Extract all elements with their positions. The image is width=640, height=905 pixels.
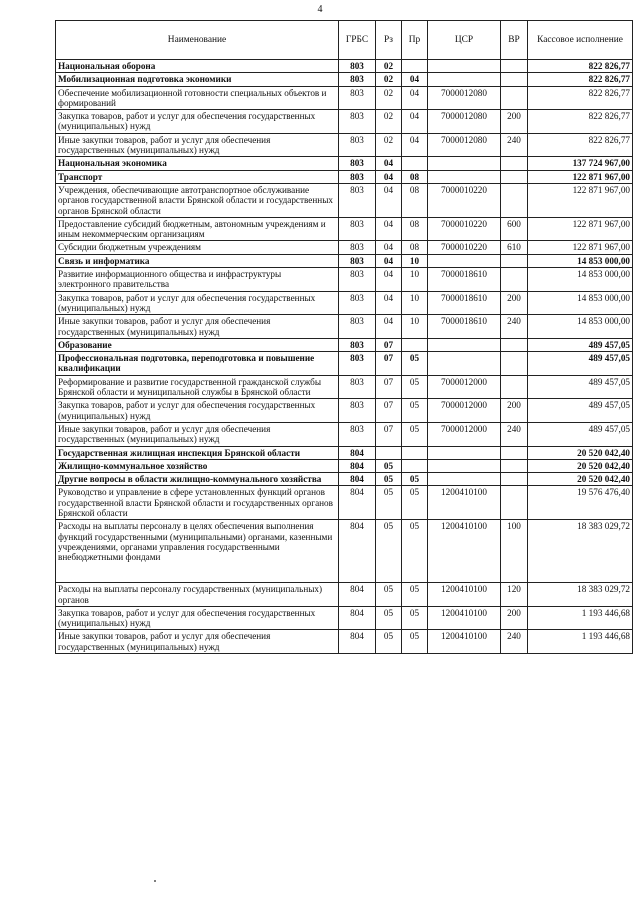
table-row	[56, 315, 633, 339]
cell-vr	[501, 73, 528, 86]
cell-csr: 7000012080	[428, 110, 501, 134]
cell-pr: 10	[402, 254, 428, 267]
cell-name: Реформирование и развитие государственной гражданской службы Брянской области и муниципальной службы в Брянской области	[56, 375, 339, 399]
cell-sum: 18 383 029,72	[528, 583, 633, 607]
cell-pr: 10	[402, 315, 428, 339]
cell-sum: 137 724 967,00	[528, 157, 633, 170]
cell-grbs: 804	[339, 473, 376, 486]
cell-grbs: 803	[339, 315, 376, 339]
header-name: Наименование	[56, 21, 339, 60]
cell-csr: 1200410100	[428, 520, 501, 583]
header-grbs: ГРБС	[339, 21, 376, 60]
cell-pr: 05	[402, 375, 428, 399]
table-row	[56, 486, 633, 520]
cell-rz: 04	[376, 170, 402, 183]
cell-sum: 489 457,05	[528, 399, 633, 423]
cell-rz: 02	[376, 60, 402, 73]
table-row	[56, 520, 633, 583]
cell-name: Обеспечение мобилизационной готовности специальных объектов и формирований	[56, 86, 339, 110]
table-row	[56, 630, 633, 654]
cell-rz: 07	[376, 352, 402, 376]
cell-sum: 489 457,05	[528, 375, 633, 399]
cell-sum: 14 853 000,00	[528, 315, 633, 339]
cell-sum: 19 576 476,40	[528, 486, 633, 520]
cell-rz: 07	[376, 338, 402, 351]
cell-vr	[501, 183, 528, 217]
cell-grbs: 803	[339, 254, 376, 267]
cell-grbs: 803	[339, 183, 376, 217]
cell-name: Профессиональная подготовка, переподготовка и повышение квалификации	[56, 352, 339, 376]
cell-pr	[402, 338, 428, 351]
header-vr: ВР	[501, 21, 528, 60]
cell-sum: 822 826,77	[528, 110, 633, 134]
cell-pr	[402, 446, 428, 459]
cell-pr: 08	[402, 241, 428, 254]
cell-grbs: 804	[339, 630, 376, 654]
cell-pr: 10	[402, 268, 428, 292]
cell-vr: 100	[501, 520, 528, 583]
cell-grbs: 803	[339, 352, 376, 376]
cell-grbs: 804	[339, 606, 376, 630]
table-row	[56, 254, 633, 267]
cell-pr: 05	[402, 606, 428, 630]
cell-rz: 05	[376, 486, 402, 520]
cell-pr	[402, 157, 428, 170]
cell-name: Связь и информатика	[56, 254, 339, 267]
cell-pr: 05	[402, 422, 428, 446]
table-body	[56, 60, 633, 654]
cell-grbs: 803	[339, 86, 376, 110]
cell-grbs: 804	[339, 446, 376, 459]
cell-vr: 240	[501, 630, 528, 654]
header-csr: ЦСР	[428, 21, 501, 60]
cell-sum: 1 193 446,68	[528, 606, 633, 630]
cell-csr: 7000012000	[428, 399, 501, 423]
cell-sum: 122 871 967,00	[528, 241, 633, 254]
cell-vr	[501, 459, 528, 472]
cell-pr: 05	[402, 399, 428, 423]
table-row	[56, 73, 633, 86]
cell-rz: 04	[376, 291, 402, 315]
cell-grbs: 803	[339, 217, 376, 241]
cell-vr	[501, 338, 528, 351]
cell-pr: 08	[402, 183, 428, 217]
cell-csr: 1200410100	[428, 606, 501, 630]
cell-pr: 08	[402, 217, 428, 241]
cell-rz: 04	[376, 183, 402, 217]
cell-vr	[501, 375, 528, 399]
cell-sum: 1 193 446,68	[528, 630, 633, 654]
cell-pr: 04	[402, 133, 428, 157]
cell-csr	[428, 473, 501, 486]
cell-sum: 20 520 042,40	[528, 473, 633, 486]
cell-pr: 05	[402, 520, 428, 583]
cell-vr: 120	[501, 583, 528, 607]
cell-sum: 18 383 029,72	[528, 520, 633, 583]
cell-rz: 02	[376, 133, 402, 157]
cell-name: Руководство и управление в сфере установленных функций органов государственной власти Брянской области и государственных органов Брянской области	[56, 486, 339, 520]
cell-csr: 1200410100	[428, 630, 501, 654]
cell-name: Жилищно-коммунальное хозяйство	[56, 459, 339, 472]
cell-sum: 20 520 042,40	[528, 459, 633, 472]
cell-csr	[428, 60, 501, 73]
cell-sum: 489 457,05	[528, 352, 633, 376]
cell-pr	[402, 459, 428, 472]
table-row	[56, 399, 633, 423]
cell-grbs: 803	[339, 241, 376, 254]
cell-csr	[428, 338, 501, 351]
cell-vr	[501, 60, 528, 73]
cell-name: Субсидии бюджетным учреждениям	[56, 241, 339, 254]
cell-sum: 122 871 967,00	[528, 183, 633, 217]
table-row	[56, 170, 633, 183]
cell-csr: 7000018610	[428, 268, 501, 292]
cell-vr	[501, 352, 528, 376]
table-row	[56, 338, 633, 351]
table-row	[56, 473, 633, 486]
cell-name: Иные закупки товаров, работ и услуг для обеспечения государственных (муниципальных) нужд	[56, 630, 339, 654]
cell-sum: 822 826,77	[528, 86, 633, 110]
budget-execution-table	[55, 20, 633, 654]
cell-csr: 7000018610	[428, 291, 501, 315]
cell-csr: 7000012000	[428, 422, 501, 446]
cell-vr: 200	[501, 291, 528, 315]
cell-vr: 200	[501, 606, 528, 630]
table-row	[56, 422, 633, 446]
cell-name: Иные закупки товаров, работ и услуг для обеспечения государственных (муниципальных) нужд	[56, 315, 339, 339]
cell-grbs: 803	[339, 375, 376, 399]
table-row	[56, 217, 633, 241]
cell-pr: 04	[402, 86, 428, 110]
cell-csr: 1200410100	[428, 583, 501, 607]
cell-vr	[501, 170, 528, 183]
table-row	[56, 60, 633, 73]
cell-vr: 240	[501, 133, 528, 157]
cell-rz: 05	[376, 630, 402, 654]
page-number: 4	[317, 4, 323, 15]
cell-rz: 04	[376, 315, 402, 339]
cell-vr	[501, 446, 528, 459]
cell-grbs: 803	[339, 291, 376, 315]
cell-sum: 122 871 967,00	[528, 217, 633, 241]
cell-csr: 7000010220	[428, 183, 501, 217]
cell-pr: 04	[402, 110, 428, 134]
table-row	[56, 133, 633, 157]
cell-name: Закупка товаров, работ и услуг для обеспечения государственных (муниципальных) нужд	[56, 110, 339, 134]
table-row	[56, 241, 633, 254]
cell-pr	[402, 60, 428, 73]
cell-sum: 822 826,77	[528, 60, 633, 73]
header-pr: Пр	[402, 21, 428, 60]
cell-vr: 200	[501, 110, 528, 134]
cell-vr: 240	[501, 422, 528, 446]
header-sum: Кассовое исполнение	[528, 21, 633, 60]
table-row	[56, 459, 633, 472]
cell-name: Иные закупки товаров, работ и услуг для обеспечения государственных (муниципальных) нужд	[56, 133, 339, 157]
cell-csr	[428, 352, 501, 376]
cell-pr: 05	[402, 473, 428, 486]
cell-rz: 05	[376, 520, 402, 583]
cell-rz: 07	[376, 375, 402, 399]
cell-name: Транспорт	[56, 170, 339, 183]
cell-rz: 02	[376, 86, 402, 110]
cell-rz: 05	[376, 459, 402, 472]
table-header-row	[56, 21, 633, 60]
cell-vr: 200	[501, 399, 528, 423]
cell-rz: 04	[376, 217, 402, 241]
cell-name: Закупка товаров, работ и услуг для обеспечения государственных (муниципальных) нужд	[56, 399, 339, 423]
cell-name: Другие вопросы в области жилищно-коммунального хозяйства	[56, 473, 339, 486]
cell-csr	[428, 254, 501, 267]
cell-grbs: 804	[339, 520, 376, 583]
table-row	[56, 157, 633, 170]
cell-grbs: 803	[339, 170, 376, 183]
table-row	[56, 183, 633, 217]
table-row	[56, 352, 633, 376]
cell-sum: 14 853 000,00	[528, 254, 633, 267]
cell-grbs: 803	[339, 157, 376, 170]
cell-csr: 7000012080	[428, 86, 501, 110]
cell-grbs: 803	[339, 133, 376, 157]
cell-pr: 05	[402, 630, 428, 654]
cell-grbs: 803	[339, 60, 376, 73]
cell-name: Образование	[56, 338, 339, 351]
cell-sum: 20 520 042,40	[528, 446, 633, 459]
cell-name: Государственная жилищная инспекция Брянской области	[56, 446, 339, 459]
cell-csr	[428, 446, 501, 459]
cell-sum: 489 457,05	[528, 338, 633, 351]
cell-vr: 600	[501, 217, 528, 241]
cell-csr	[428, 157, 501, 170]
table-row	[56, 110, 633, 134]
cell-csr: 7000012080	[428, 133, 501, 157]
cell-sum: 14 853 000,00	[528, 268, 633, 292]
cell-vr	[501, 86, 528, 110]
cell-rz: 07	[376, 422, 402, 446]
cell-grbs: 803	[339, 422, 376, 446]
cell-rz: 05	[376, 473, 402, 486]
cell-sum: 122 871 967,00	[528, 170, 633, 183]
cell-rz: 04	[376, 254, 402, 267]
cell-name: Национальная экономика	[56, 157, 339, 170]
cell-name: Иные закупки товаров, работ и услуг для обеспечения государственных (муниципальных) нужд	[56, 422, 339, 446]
cell-rz: 07	[376, 399, 402, 423]
cell-vr	[501, 486, 528, 520]
cell-csr: 1200410100	[428, 486, 501, 520]
cell-name: Расходы на выплаты персоналу в целях обеспечения выполнения функций государственными (муниципальными) органами, казенными учреждениями, органами управления государственными внебюджетными фондами	[56, 520, 339, 583]
cell-name: Закупка товаров, работ и услуг для обеспечения государственных (муниципальных) нужд	[56, 291, 339, 315]
cell-vr	[501, 157, 528, 170]
cell-grbs: 804	[339, 459, 376, 472]
cell-rz: 04	[376, 157, 402, 170]
cell-csr	[428, 459, 501, 472]
cell-grbs: 804	[339, 486, 376, 520]
cell-sum: 822 826,77	[528, 133, 633, 157]
cell-name: Мобилизационная подготовка экономики	[56, 73, 339, 86]
cell-vr	[501, 254, 528, 267]
header-rz: Рз	[376, 21, 402, 60]
cell-rz: 04	[376, 268, 402, 292]
cell-csr	[428, 170, 501, 183]
cell-grbs: 804	[339, 583, 376, 607]
table-row	[56, 268, 633, 292]
table-row	[56, 606, 633, 630]
table-row	[56, 583, 633, 607]
cell-rz: 02	[376, 73, 402, 86]
cell-grbs: 803	[339, 73, 376, 86]
cell-name: Расходы на выплаты персоналу государственных (муниципальных) органов	[56, 583, 339, 607]
cell-name: Развитие информационного общества и инфраструктуры электронного правительства	[56, 268, 339, 292]
cell-rz: 02	[376, 110, 402, 134]
cell-sum: 489 457,05	[528, 422, 633, 446]
cell-pr: 05	[402, 583, 428, 607]
table-row	[56, 375, 633, 399]
table-row	[56, 446, 633, 459]
cell-csr	[428, 73, 501, 86]
cell-pr: 08	[402, 170, 428, 183]
cell-pr: 05	[402, 352, 428, 376]
cell-grbs: 803	[339, 399, 376, 423]
cell-name: Закупка товаров, работ и услуг для обеспечения государственных (муниципальных) нужд	[56, 606, 339, 630]
cell-pr: 04	[402, 73, 428, 86]
cell-sum: 822 826,77	[528, 73, 633, 86]
cell-csr: 7000010220	[428, 241, 501, 254]
cell-vr	[501, 473, 528, 486]
cell-pr: 05	[402, 486, 428, 520]
cell-rz: 05	[376, 583, 402, 607]
scan-speck	[154, 880, 156, 882]
cell-vr	[501, 268, 528, 292]
cell-csr: 7000010220	[428, 217, 501, 241]
cell-name: Учреждения, обеспечивающие автотранспортное обслуживание органов государственной власти Брянской области и государственных органов Брянской области	[56, 183, 339, 217]
cell-rz	[376, 446, 402, 459]
cell-name: Национальная оборона	[56, 60, 339, 73]
table-row	[56, 86, 633, 110]
cell-name: Предоставление субсидий бюджетным, автономным учреждениям и иным некоммерческим организациям	[56, 217, 339, 241]
cell-sum: 14 853 000,00	[528, 291, 633, 315]
cell-vr: 240	[501, 315, 528, 339]
cell-vr: 610	[501, 241, 528, 254]
cell-csr: 7000012000	[428, 375, 501, 399]
cell-rz: 04	[376, 241, 402, 254]
table-row	[56, 291, 633, 315]
cell-csr: 7000018610	[428, 315, 501, 339]
cell-grbs: 803	[339, 110, 376, 134]
cell-rz: 05	[376, 606, 402, 630]
cell-grbs: 803	[339, 338, 376, 351]
cell-grbs: 803	[339, 268, 376, 292]
cell-pr: 10	[402, 291, 428, 315]
